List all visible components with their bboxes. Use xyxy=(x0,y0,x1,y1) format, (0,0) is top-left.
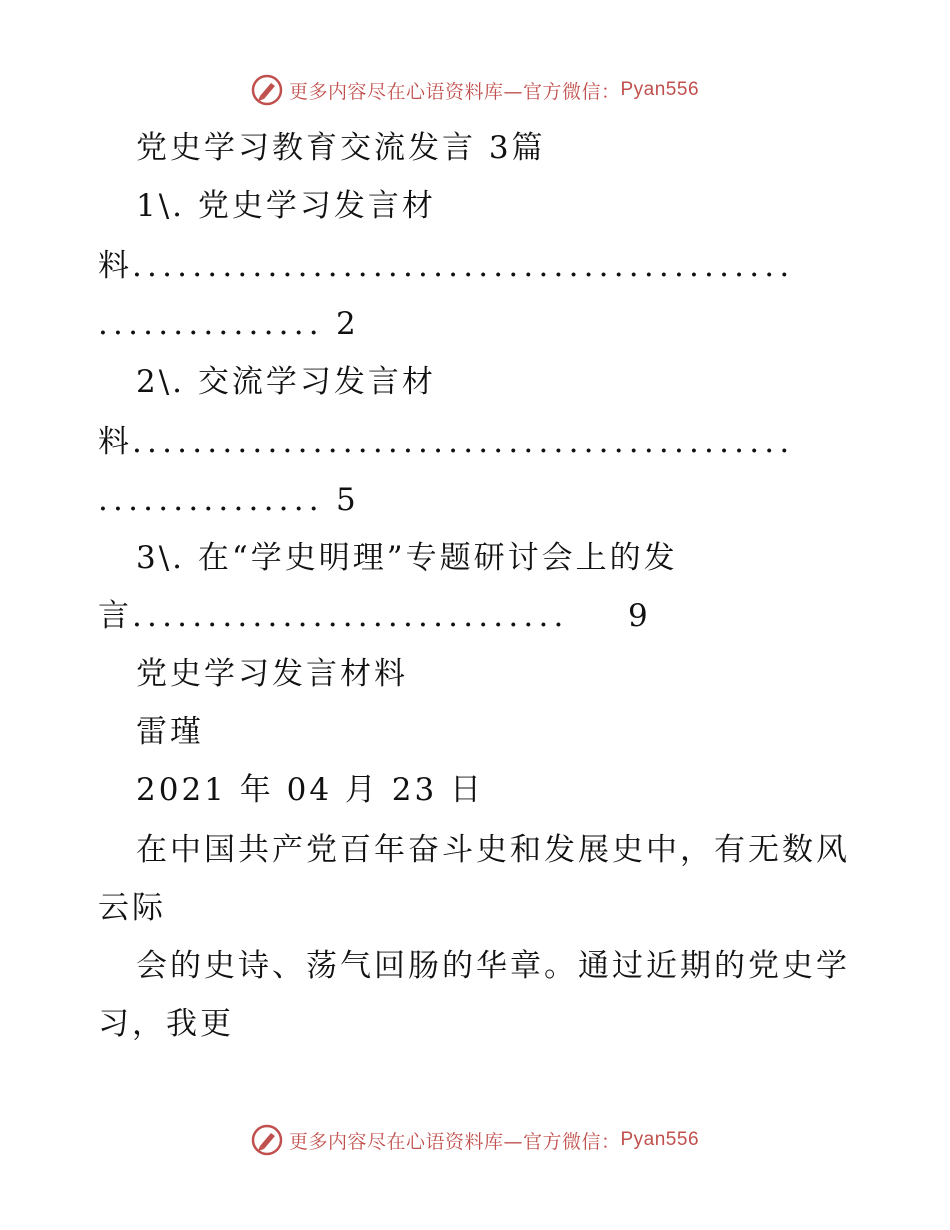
header-watermark xyxy=(0,70,950,110)
watermark-text: 更多内容尽在心语资料库—官方微信： xyxy=(288,80,621,103)
toc-item-3-label: 3\. 在“学史明理”专题研讨会上的发 xyxy=(136,540,678,576)
watermark-wechat-id: Pyan556 xyxy=(620,79,700,100)
toc-item-3-leader-dots: ............................. xyxy=(132,598,569,634)
toc-item-3-label-tail: 言 xyxy=(98,598,132,634)
footer-watermark xyxy=(0,1120,950,1160)
toc-item-2-leader-dots-cont: ............... xyxy=(98,482,324,518)
watermark-wechat-id: Pyan556 xyxy=(620,1129,700,1150)
paragraph-line-2: 云际 xyxy=(98,890,166,926)
toc-item-1-leader-dots: ............................................ xyxy=(132,248,795,284)
document-title: 党史学习教育交流发言 3篇 xyxy=(136,130,546,166)
toc-item-1-leader-dots-cont: ............... xyxy=(98,306,324,342)
article-author: 雷瑾 xyxy=(136,714,204,750)
toc-item-2-page: 5 xyxy=(336,482,359,518)
paragraph-line-1: 在中国共产党百年奋斗史和发展史中，有无数风 xyxy=(136,832,850,868)
toc-item-3-page: 9 xyxy=(628,598,651,634)
toc-item-1-label-tail: 料 xyxy=(98,248,132,284)
paragraph-line-4: 习，我更 xyxy=(98,1006,234,1042)
toc-item-2-leader-dots: ............................................ xyxy=(132,424,795,460)
toc-item-2-label-tail: 料 xyxy=(98,424,132,460)
pen-logo-icon xyxy=(251,74,283,106)
article-date: 2021 年 04 月 23 日 xyxy=(136,772,485,808)
toc-item-1-label: 1\. 党史学习发言材 xyxy=(136,188,436,224)
toc-item-2-label: 2\. 交流学习发言材 xyxy=(136,364,436,400)
toc-item-1-page: 2 xyxy=(336,306,359,342)
article-title: 党史学习发言材料 xyxy=(136,656,408,692)
paragraph-line-3: 会的史诗、荡气回肠的华章。通过近期的党史学 xyxy=(136,948,850,984)
pen-logo-icon xyxy=(251,1124,283,1156)
watermark-text: 更多内容尽在心语资料库—官方微信： xyxy=(288,1130,621,1153)
